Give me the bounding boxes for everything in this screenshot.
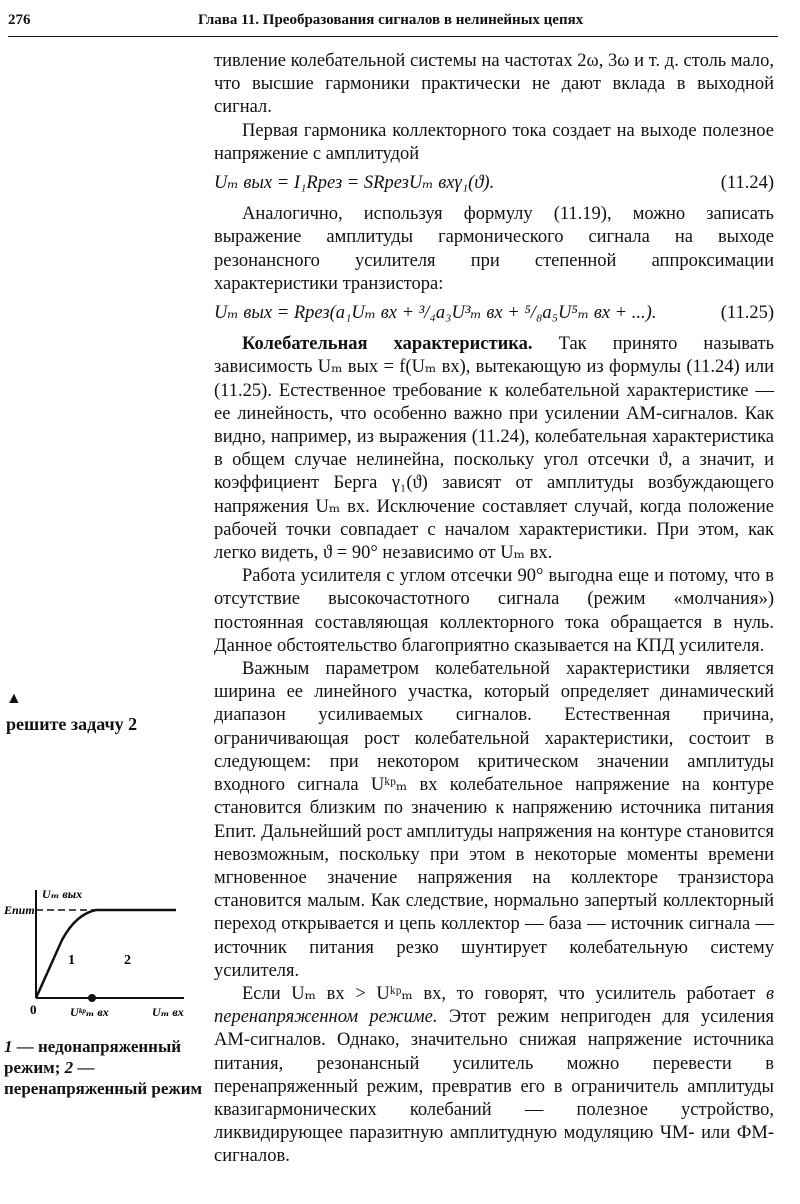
paragraph-7-italic: в перенапряженном режиме. [214, 983, 774, 1028]
paragraph-7-end: Этот режим непригоден для усиления АМ-сигналов. Однако, значительно снижая напряжение источника питания, резонансный усилитель можно перевести в перенапряженный режим, превратив его в ограничитель амплитуды квазигармонических колебаний — полезное устройство, ликвидирующее паразитную амплитудную модуляцию ЧМ- или ФМ-сигналов. [214, 1007, 775, 1167]
chapter-title: Глава 11. Преобразования сигналов в нелинейных цепях [198, 12, 584, 28]
y-axis-label: Uₘ вых [42, 887, 83, 901]
paragraph-1: тивление колебательной системы на частотах 2ω, 3ω и т. д. столь мало, что высшие гармоники практически не дают вклада в выходной сигнал. [214, 51, 774, 118]
supply-level-label: Eпит [4, 903, 35, 917]
figure-caption [4, 1036, 204, 1099]
formula-11-24 [214, 172, 774, 195]
page-header [8, 10, 778, 37]
paragraph-7-start: Если Uₘ вх > Uᵏᵖₘ вх, то говорят, что усилитель работает [242, 983, 756, 1004]
caption-2-number: 2 [64, 1058, 74, 1077]
task-reference: решите задачу 2 [6, 714, 138, 734]
paragraph-3: Аналогично, используя формулу (11.19), можно записать выражение амплитуды гармонического сигнала на выходе резонансного усилителя при степенной аппроксимации характеристики транзистора: [214, 204, 774, 294]
main-text [214, 50, 774, 1169]
formula-11-25 [214, 302, 774, 325]
paragraph-7 [214, 983, 774, 1169]
formula-11-24-expression: Uₘ вых = I₁Rрез = SRрезUₘ вхγ₁(ϑ). [214, 173, 495, 194]
paragraph-6: Важным параметром колебательной характеристики является ширина ее линейного участка, который определяет динамический диапазон усиливаемых сигналов. Естественная причина, ограничивающая рост колебательной характеристики, состоит в следующем: при некотором критическом значении амплитуды входного сигнала Uᵏᵖₘ вх колебательное напряжение на контуре становится близким по значению к напряжению источника питания Eпит. Дальнейший рост амплитуды напряжения на контуре становится невозможным, поскольку при этом в некоторые моменты времени мгновенное значение напряжения на коллекторе транзистора становится малым. Как следствие, нормально запертый коллекторный переход открывается и цепь коллектор — база — источник сигнала — источник питания резко шунтирует колебательную систему усилителя. [214, 659, 774, 981]
formula-11-25-expression: Uₘ вых = Rрез(a₁Uₘ вх + ³/₄a₃U³ₘ вх + ⁵/₈a₅U⁵ₘ вх + ...). [214, 303, 657, 324]
critical-input-label: Uᵏᵖₘ вх [70, 1005, 109, 1019]
triangle-icon: ▲ [6, 690, 22, 707]
x-axis-label: Uₘ вх [152, 1005, 184, 1019]
oscillation-characteristic-graph [4, 884, 204, 1024]
region-1-label: 1 [68, 953, 75, 968]
paragraph-4 [214, 333, 774, 565]
page-number: 276 [8, 12, 31, 28]
paragraph-4-text: Так принято называть зависимость Uₘ вых = f(Uₘ вх), вытекающую из формулы (11.24) или (11.25). Естественное требование к колебательной характеристике — ее линейность, что особенно важно при усилении АМ-сигналов. Как видно, например, из выражения (11.24), колебательная характеристика в общем случае нелинейна, поскольку угол отсечки ϑ, а значит, и коэффициент Берга γ₁(ϑ) зависят от амплитуды возбуждающего напряжения Uₘ вх. Исключение составляет случай, когда положение рабочей точки совпадает с началом характеристики. При этом, как легко видеть, ϑ = 90° независимо от Uₘ вх. [214, 334, 775, 564]
region-2-label: 2 [124, 953, 131, 968]
critical-point-marker [88, 994, 96, 1002]
origin-label: 0 [30, 1002, 37, 1017]
caption-2-text: — перенапряженный режим [4, 1058, 203, 1098]
formula-11-25-number: (11.25) [720, 303, 774, 324]
characteristic-curve [36, 910, 176, 998]
caption-1-text: — недонапряженный режим; [4, 1037, 182, 1077]
paragraph-2: Первая гармоника коллекторного тока создает на выходе полезное напряжение с амплитудой [214, 120, 774, 164]
formula-11-24-number: (11.24) [720, 173, 774, 194]
section-heading: Колебательная характеристика. [242, 334, 533, 355]
paragraph-5: Работа усилителя с углом отсечки 90° выгодна еще и потому, что в отсутствие высокочастотного сигнала (режим «молчания») постоянная составляющая коллекторного тока обращается в нуль. Данное обстоятельство благоприятно сказывается на КПД усилителя. [214, 566, 774, 656]
caption-1-number: 1 [4, 1037, 13, 1056]
